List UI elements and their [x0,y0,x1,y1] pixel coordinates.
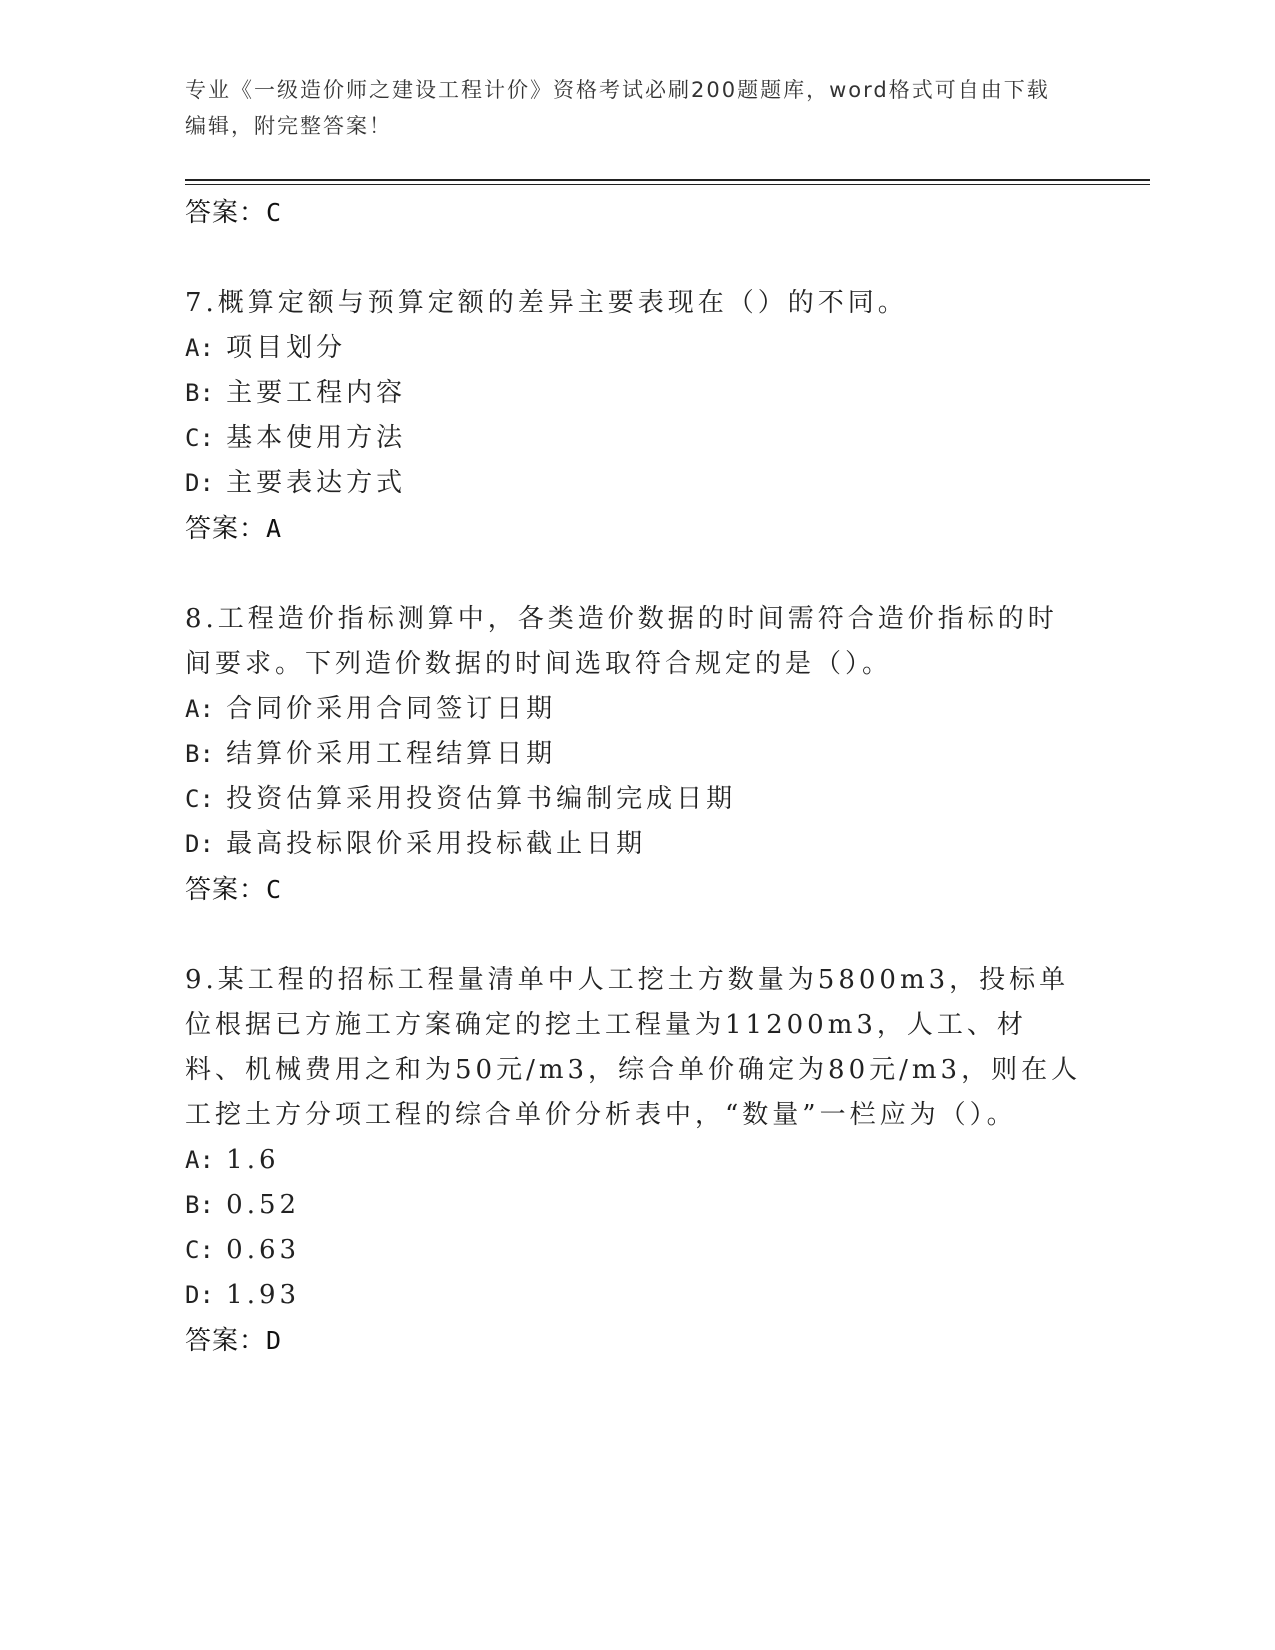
option-key: B: [185,379,214,407]
option-key: D: [185,1281,214,1309]
option-key: B: [185,1191,214,1219]
answer-label: 答案： [185,875,267,905]
option-key: C: [185,785,214,813]
spacer [185,552,1085,597]
option-b [185,1183,1085,1228]
option-b [185,732,1085,777]
option-text: 0.52 [226,1190,301,1220]
answer-label: 答案： [185,1326,267,1356]
question-stem: 9.某工程的招标工程量清单中人工挖土方数量为5800m3，投标单位根据已方施工方案确定的挖土工程量为11200m3，人工、材料、机械费用之和为50元/m3，综合单价确定为80元/m3，则在人工挖土方分项工程的综合单价分析表中，“数量”一栏应为（）。 [185,965,1082,1130]
option-b [185,371,1085,416]
question-answer [185,867,1085,913]
option-text: 基本使用方法 [226,423,407,453]
option-a [185,326,1085,371]
question-stem: 7.概算定额与预算定额的差异主要表现在（）的不同。 [185,288,908,318]
answer-label: 答案： [185,514,267,544]
answer-value: A [266,514,283,543]
question-block [185,597,1085,913]
spacer [185,236,1085,281]
answer-value: C [266,875,283,904]
header-rule-thick [185,179,1150,181]
option-key: A: [185,1146,214,1174]
option-d [185,822,1085,867]
option-key: D: [185,469,214,497]
header-rule-thin [185,184,1150,185]
option-key: A: [185,334,214,362]
option-key: B: [185,740,214,768]
question-block [185,958,1085,1364]
option-text: 最高投标限价采用投标截止日期 [226,829,647,859]
question-stem: 8.工程造价指标测算中，各类造价数据的时间需符合造价指标的时间要求。下列造价数据的时间选取符合规定的是（）。 [185,604,1058,679]
option-text: 主要工程内容 [226,378,407,408]
answer-value: D [266,1326,283,1355]
question-answer [185,1318,1085,1364]
option-key: C: [185,424,214,452]
answer-value: C [266,198,283,227]
option-text: 1.6 [226,1145,280,1175]
option-text: 结算价采用工程结算日期 [226,739,557,769]
option-key: C: [185,1236,214,1264]
option-d [185,1273,1085,1318]
previous-answer [185,190,1085,236]
option-text: 投资估算采用投资估算书编制完成日期 [226,784,737,814]
page-header-text: 专业《一级造价师之建设工程计价》资格考试必刷200题题库，word格式可自由下载编辑，附完整答案！ [185,78,1050,138]
option-c [185,1228,1085,1273]
option-d [185,461,1085,506]
option-key: A: [185,695,214,723]
option-a [185,687,1085,732]
option-text: 0.63 [226,1235,301,1265]
question-block [185,281,1085,552]
option-a [185,1138,1085,1183]
option-text: 1.93 [226,1280,301,1310]
option-key: D: [185,830,214,858]
question-content [185,190,1085,1364]
option-c [185,777,1085,822]
option-text: 合同价采用合同签订日期 [226,694,557,724]
answer-label: 答案： [185,198,267,228]
option-c [185,416,1085,461]
spacer [185,913,1085,958]
question-answer [185,506,1085,552]
option-text: 主要表达方式 [226,468,407,498]
option-text: 项目划分 [226,333,347,363]
